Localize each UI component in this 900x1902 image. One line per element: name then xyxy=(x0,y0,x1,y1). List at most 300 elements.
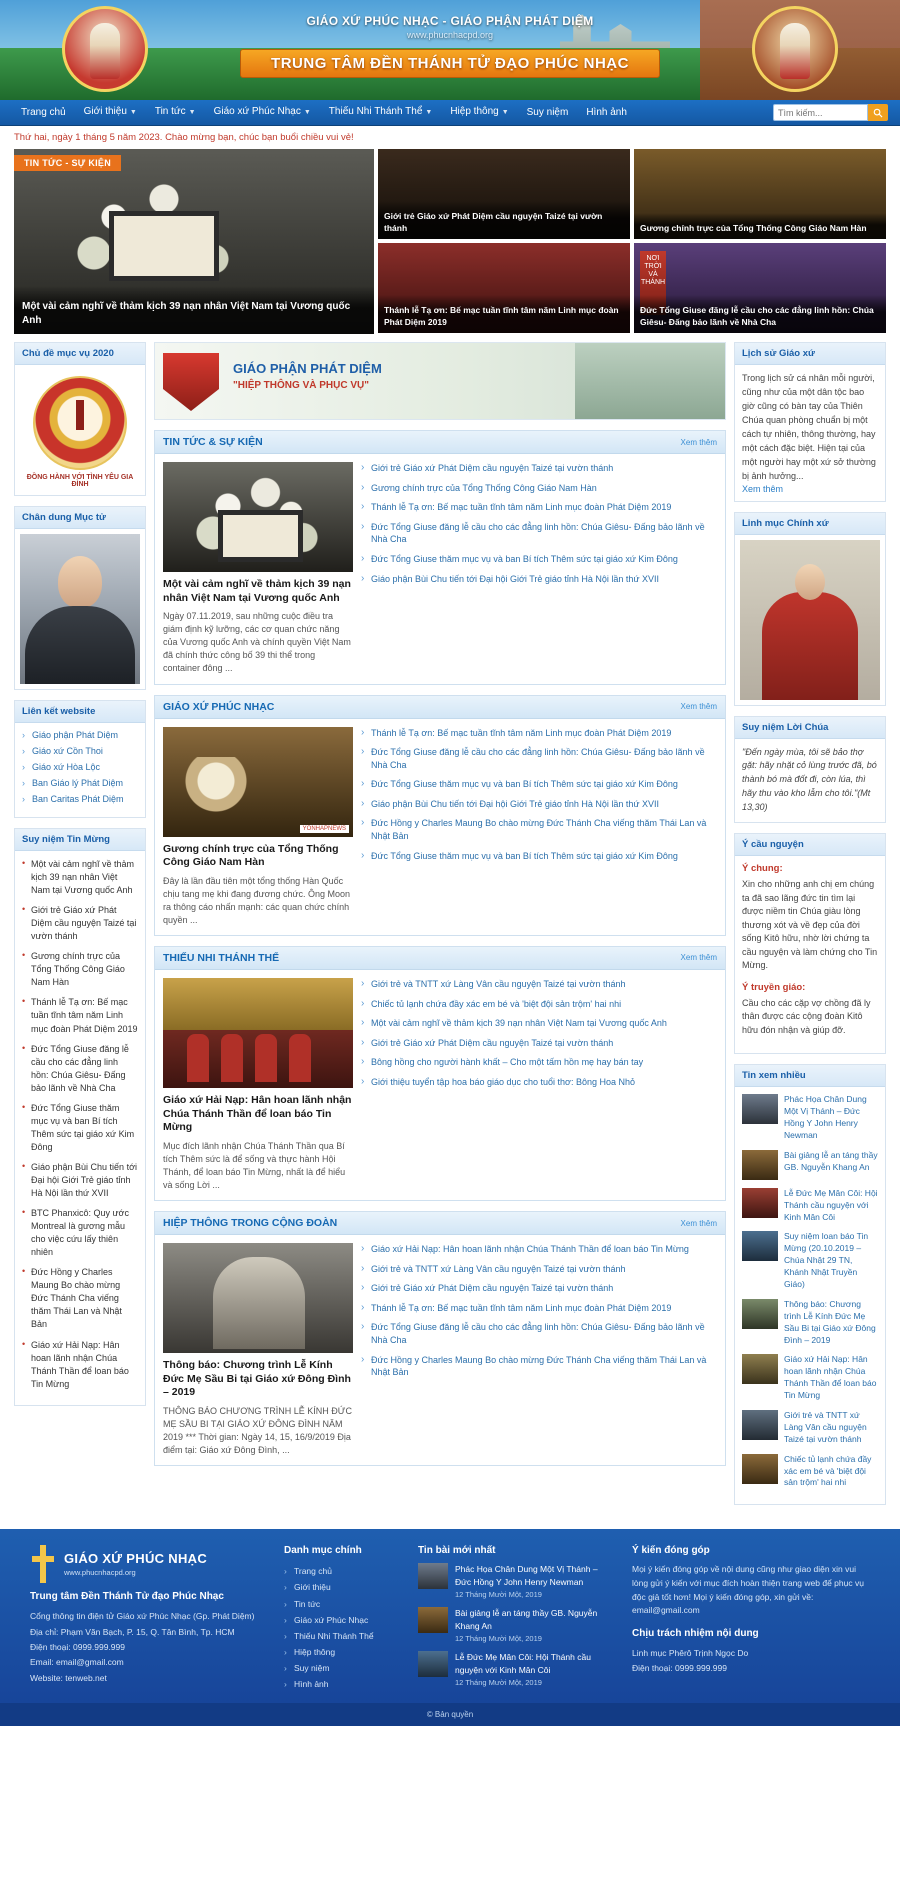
history-text: Trong lịch sử cá nhân mỗi người, cũng như của một dân tộc bao giờ cũng có bàn tay của Thiên Chúa quan phòng chuẩn bị một cách tự nhiên, thông thường, hay một cách đặc biệt. Hiện tại của một người hay một xứ sở thường bị ảnh hưởng... xyxy=(742,373,876,481)
thumbnail-image xyxy=(742,1150,778,1180)
link-label: Gương chính trực của Tổng Thống Công Giáo Nam Hàn xyxy=(371,482,597,493)
list-item[interactable] xyxy=(418,1607,608,1643)
list-item[interactable] xyxy=(418,1563,608,1599)
footer-menu-list xyxy=(284,1563,394,1692)
feature-description: Mục đích lãnh nhận Chúa Thánh Thần qua Bí tích Thêm sức là để sống và thực hành Hội Thánh, để loan báo Tin Mừng, nhất là để hiểu và sống Lời ... xyxy=(163,1140,346,1191)
list-item[interactable] xyxy=(361,850,717,863)
banner-website-url: www.phucnhacpd.org xyxy=(406,30,494,40)
altar-server-shape xyxy=(289,1034,311,1082)
list-item[interactable] xyxy=(742,1454,878,1490)
footer-menu-column xyxy=(284,1545,394,1695)
list-item[interactable] xyxy=(22,996,138,1035)
feature-article[interactable] xyxy=(163,978,353,1192)
menu-label: Hình ảnh xyxy=(294,1679,329,1690)
diocese-name: GIÁO PHẬN PHÁT DIỆM xyxy=(233,361,382,376)
hero-cell-2[interactable] xyxy=(634,149,886,239)
left-sidebar xyxy=(14,342,146,1416)
meditation-list xyxy=(22,858,138,1391)
list-item[interactable] xyxy=(22,1043,138,1095)
list-item[interactable] xyxy=(361,1056,717,1069)
item-label: Đức Hồng y Charles Maung Bo chào mừng Đức Thánh Cha viếng thăm Thái Lan và Nhật Bản xyxy=(31,1267,122,1330)
list-item[interactable] xyxy=(22,1161,138,1200)
list-item[interactable] xyxy=(361,521,717,546)
feature-title: Giáo xứ Hải Nạp: Hân hoan lãnh nhận Chúa Thánh Thần để loan báo Tin Mừng xyxy=(163,1093,352,1134)
list-item[interactable] xyxy=(361,778,717,791)
link-label: Đức Tổng Giuse đăng lễ cầu cho các đẳng linh hồn: Chúa Giêsu- Đấng bảo lãnh về Nhà Cha xyxy=(371,1322,705,1346)
panel-title: Suy niệm Lời Chúa xyxy=(735,717,885,739)
news-date: 12 Tháng Mười Một, 2019 xyxy=(455,1634,542,1644)
hero-cell-caption: Gương chính trực của Tổng Thống Công Giáo Nam Hàn xyxy=(634,213,886,239)
list-item[interactable] xyxy=(361,978,717,991)
scripture-quote: "Đến ngày mùa, tôi sẽ bảo thợ gặt: hãy nhặt cỏ lùng trước đã, bó thành bó mà đốt đi, còn lúa, thì hãy thu vào kho lẫm cho tôi."(Mt 13,30) xyxy=(742,746,877,813)
nav-label: Giới thiệu xyxy=(83,106,127,117)
diocese-coat-of-arms-icon xyxy=(163,353,219,411)
list-item[interactable] xyxy=(361,817,717,842)
thumbnail-image xyxy=(742,1094,778,1124)
list-item[interactable] xyxy=(742,1354,878,1402)
diocese-banner xyxy=(154,342,726,420)
footer-menu-item-tin-tuc[interactable] xyxy=(284,1596,394,1612)
cross-icon xyxy=(30,1545,56,1583)
section-link-list xyxy=(361,462,717,676)
search-icon[interactable] xyxy=(868,104,888,121)
nav-item-gioi-thieu[interactable] xyxy=(75,99,146,126)
panel-title: Chân dung Mục tử xyxy=(15,507,145,529)
section-body xyxy=(155,719,725,935)
panel-body xyxy=(735,856,885,1053)
feature-image xyxy=(163,462,353,572)
feature-image xyxy=(163,727,353,837)
footer-feedback-text: Mọi ý kiến đóng góp về nội dung cũng như giao diện xin vui lòng gửi ý kiến với mục đích hoàn thiện trang web để phục vụ độc giả tốt hơn! Mọi ý kiến đóng góp, xin gửi về: email@gmail.com xyxy=(632,1564,864,1616)
section-header xyxy=(155,947,725,970)
footer-feedback-title: Ý kiến đóng góp xyxy=(632,1545,710,1557)
panel-word-of-god xyxy=(734,716,886,824)
panel-parish-history xyxy=(734,342,886,502)
list-item[interactable] xyxy=(361,1321,717,1346)
panel-title: Linh mục Chính xứ xyxy=(735,513,885,535)
panel-theme-2020 xyxy=(14,342,146,496)
link-label: Đức Tổng Giuse thăm mục vụ và ban Bí tích Thêm sức tại giáo xứ Kim Đông xyxy=(371,850,678,861)
section-thieu-nhi-thanh-the xyxy=(154,946,726,1201)
section-title: THIẾU NHI THÁNH THỂ xyxy=(163,951,280,964)
link-label: Đức Hồng y Charles Maung Bo chào mừng Đức Thánh Cha viếng thăm Thái Lan và Nhật Bản xyxy=(371,818,707,842)
footer-responsible-name: Linh mục Phêrô Trịnh Ngọc Do xyxy=(632,1647,749,1658)
photo-watermark: YONHAPNEWS xyxy=(300,825,349,833)
footer-website: Website: tenweb.net xyxy=(30,1672,107,1683)
feature-title: Gương chính trực của Tổng Thống Công Giáo Nam Hàn xyxy=(163,842,339,869)
list-item[interactable] xyxy=(361,573,717,586)
item-label: Giới trẻ Giáo xứ Phát Diệm cầu nguyện Taizé tại vườn thánh xyxy=(31,905,137,942)
article-title: Giới trẻ và TNTT xứ Làng Vân cầu nguyện Taizé tại vườn thánh xyxy=(784,1410,867,1444)
list-item[interactable] xyxy=(361,1017,717,1030)
banner-title: TRUNG TÂM ĐỀN THÁNH TỬ ĐẠO PHÚC NHẠC xyxy=(271,55,629,72)
footer-about-column xyxy=(30,1545,260,1695)
family-love-logo-icon xyxy=(33,376,127,470)
nav-item-hiep-thong[interactable] xyxy=(441,99,517,126)
nav-item-thieu-nhi-thanh-the[interactable] xyxy=(320,99,442,126)
link-label: Chiếc tủ lạnh chứa đầy xác em bé và 'biệt đội sản trộm' hai nhi xyxy=(371,998,622,1009)
hero-main-article[interactable] xyxy=(14,149,374,334)
section-hiep-thong-trong-cong-doan xyxy=(154,1211,726,1466)
nav-label: Hình ảnh xyxy=(586,106,627,118)
feature-description: Đây là lần đầu tiên một tổng thống Hàn Quốc chịu tang mẹ khi đang đương chức. Ông Moon ra thông cáo nhấn mạnh: các quan chức chính quyền ... xyxy=(163,875,351,925)
panel-bishop-portrait xyxy=(14,506,146,690)
hero-side-grid xyxy=(378,149,886,334)
chevron-down-icon: ▼ xyxy=(501,109,509,116)
panel-prayer-intentions xyxy=(734,833,886,1054)
site-footer xyxy=(0,1529,900,1703)
news-date: 12 Tháng Mười Một, 2019 xyxy=(455,1678,542,1688)
panel-body xyxy=(15,529,145,689)
feature-title: Một vài cảm nghĩ về thảm kịch 39 nạn nhân Việt Nam tại Vương quốc Anh xyxy=(163,578,351,604)
list-item[interactable] xyxy=(361,462,717,475)
panel-title: Chủ đề mục vụ 2020 xyxy=(15,343,145,365)
main-content xyxy=(0,342,900,1529)
menu-label: Suy niệm xyxy=(294,1663,330,1674)
panel-title: Lịch sử Giáo xứ xyxy=(735,343,885,365)
list-item[interactable] xyxy=(742,1410,878,1446)
list-item[interactable] xyxy=(361,1076,717,1089)
section-body xyxy=(155,454,725,684)
nav-label: Tin tức xyxy=(154,106,186,117)
section-more-link[interactable]: Xem thêm xyxy=(680,702,717,712)
main-navigation[interactable] xyxy=(0,100,900,126)
footer-address: Địa chỉ: Phạm Văn Bạch, P. 15, Q. Tân Bình, Tp. HCM xyxy=(30,1626,235,1637)
thumbnail-image xyxy=(742,1410,778,1440)
section-header xyxy=(155,696,725,719)
item-label: Thánh lễ Tạ ơn: Bế mạc tuần tĩnh tâm năm Linh mục đoàn Phát Diệm 2019 xyxy=(31,997,138,1034)
hero-vertical-banner: NƠI TRỜI VÀ THÁNH xyxy=(640,251,666,315)
hero-main-caption: Một vài cảm nghĩ về thảm kịch 39 nạn nhân Việt Nam tại Vương quốc Anh xyxy=(14,286,374,334)
list-item[interactable] xyxy=(418,1651,608,1687)
list-item[interactable] xyxy=(361,798,717,811)
footer-menu-item-thieu-nhi[interactable] xyxy=(284,1628,394,1644)
list-item[interactable] xyxy=(742,1231,878,1290)
feature-article[interactable] xyxy=(163,1243,353,1457)
hero-cell-4[interactable] xyxy=(634,243,886,333)
feature-frame xyxy=(218,510,303,562)
list-item[interactable] xyxy=(361,482,717,495)
list-item[interactable] xyxy=(742,1188,878,1224)
list-item[interactable] xyxy=(742,1150,878,1180)
article-title: Giáo xứ Hải Nạp: Hân hoan lãnh nhận Chúa Thánh Thần để loan báo Tin Mừng xyxy=(784,1354,877,1401)
list-item[interactable] xyxy=(22,730,138,740)
link-label: Giáo phận Bùi Chu tiến tới Đại hội Giới Trẻ giáo tỉnh Hà Nội lần thứ XVII xyxy=(371,573,659,584)
feature-image xyxy=(163,978,353,1088)
general-intention-heading: Ý chung: xyxy=(742,863,783,875)
thumbnail-image xyxy=(742,1299,778,1329)
panel-body xyxy=(15,851,145,1405)
list-item[interactable] xyxy=(22,1102,138,1154)
section-more-link[interactable]: Xem thêm xyxy=(680,437,717,447)
list-item[interactable] xyxy=(361,746,717,771)
link-label: Thánh lễ Tạ ơn: Bế mạc tuần tĩnh tâm năm Linh mục đoàn Phát Diệm 2019 xyxy=(371,727,672,738)
hero-row-bottom xyxy=(378,243,886,333)
nav-item-tin-tuc[interactable] xyxy=(146,99,205,126)
panel-body xyxy=(735,1087,885,1504)
footer-menu-item-hinh-anh[interactable] xyxy=(284,1676,394,1692)
banner-title-bar xyxy=(240,49,660,78)
nav-label: Hiệp thông xyxy=(450,106,499,117)
list-item[interactable] xyxy=(361,727,717,740)
saint-figure-icon xyxy=(90,23,120,79)
panel-title: Ý cầu nguyện xyxy=(735,834,885,856)
section-more-link[interactable]: Xem thêm xyxy=(680,1218,717,1228)
section-giao-xu-phuc-nhac xyxy=(154,695,726,936)
link-label: Ban Giáo lý Phát Diệm xyxy=(32,778,124,788)
footer-menu-item-home[interactable] xyxy=(284,1563,394,1579)
link-label: Đức Tổng Giuse thăm mục vụ và ban Bí tích Thêm sức tại giáo xứ Kim Đông xyxy=(371,553,678,564)
hero-cell-1[interactable] xyxy=(378,149,630,239)
article-title: Lễ Đức Mẹ Mân Côi: Hội Thánh cầu nguyện với Kinh Mân Côi xyxy=(784,1187,878,1222)
list-item[interactable] xyxy=(22,904,138,943)
item-label: Đức Tổng Giuse thăm mục vụ và ban Bí tích Thêm sức tại giáo xứ Kim Đông xyxy=(31,1102,135,1152)
feature-title: Thông báo: Chương trình Lễ Kính Đức Mẹ Sầu Bi tại Giáo xứ Đông Đình – 2019 xyxy=(163,1359,351,1399)
banner-parish-name: GIÁO XỨ PHÚC NHẠC - GIÁO PHẬN PHÁT DIỆM xyxy=(306,14,594,28)
link-label: Thánh lễ Tạ ơn: Bế mạc tuần tĩnh tâm năm Linh mục đoàn Phát Diệm 2019 xyxy=(371,502,672,513)
panel-body xyxy=(735,365,885,501)
thumbnail-image xyxy=(418,1563,448,1589)
section-link-list xyxy=(361,727,717,927)
footer-phone: Điện thoại: 0999.999.999 xyxy=(30,1641,125,1652)
altar-server-shape xyxy=(221,1034,243,1082)
menu-label: Thiếu Nhi Thánh Thể xyxy=(294,1630,374,1641)
link-label: Giáo xứ Cồn Thoi xyxy=(32,746,103,756)
section-title: TIN TỨC & SỰ KIỆN xyxy=(163,436,263,448)
section-body xyxy=(155,970,725,1200)
nav-label: Giáo xứ Phúc Nhạc xyxy=(213,106,301,117)
priest-robe-shape xyxy=(762,592,858,700)
list-item[interactable] xyxy=(361,1243,717,1256)
menu-label: Giới thiệu xyxy=(294,1582,331,1593)
right-sidebar xyxy=(734,342,886,1515)
panel-title: Liên kết website xyxy=(15,701,145,723)
footer-logo-title: GIÁO XỨ PHÚC NHẠC xyxy=(64,1550,208,1566)
item-label: Đức Tổng Giuse đăng lễ cầu cho các đẳng linh hồn: Chúa Giêsu- Đấng bảo lãnh về Nhà Cha xyxy=(31,1043,129,1093)
link-label: Giới trẻ và TNTT xứ Làng Vân cầu nguyện Taizé tại vườn thánh xyxy=(371,978,626,989)
copyright-bar: © Bản quyền xyxy=(0,1703,900,1726)
thumbnail-image xyxy=(418,1651,448,1677)
medallion-right-icon xyxy=(752,6,838,92)
panel-title: Suy niệm Tin Mừng xyxy=(15,829,145,851)
section-link-list xyxy=(361,1243,717,1457)
link-label: Đức Tổng Giuse đăng lễ cầu cho các đẳng linh hồn: Chúa Giêsu- Đấng bảo lãnh về Nhà Cha xyxy=(371,747,705,770)
hero-cell-3[interactable] xyxy=(378,243,630,333)
hero-cell-caption: Đức Tổng Giuse đăng lễ cầu cho các đẳng linh hồn: Chúa Giêsu- Đấng bảo lãnh về Nhà Cha xyxy=(634,295,886,333)
feature-article[interactable] xyxy=(163,727,353,927)
footer-news-column xyxy=(418,1545,608,1695)
most-read-list xyxy=(742,1094,878,1489)
link-label: Giáo phận Phát Diệm xyxy=(32,730,119,740)
hero-cell-caption: Thánh lễ Tạ ơn: Bế mạc tuần tĩnh tâm năm Linh mục đoàn Phát Diệm 2019 xyxy=(378,295,630,333)
panel-gospel-meditation xyxy=(14,828,146,1406)
feature-image xyxy=(163,1243,353,1353)
section-link-list xyxy=(361,978,717,1192)
history-readmore-link[interactable]: Xem thêm xyxy=(742,483,784,494)
news-title: Lễ Đức Mẹ Mân Côi: Hội Thánh cầu nguyện với Kinh Mân Côi xyxy=(455,1652,591,1675)
article-title: Thông báo: Chương trình Lễ Kính Đức Mẹ Sầu Bi tại Giáo xứ Đông Đình – 2019 xyxy=(784,1298,876,1345)
news-title: Phác Họa Chân Dung Một Vị Thánh – Đức Hồng Y John Henry Newman xyxy=(455,1564,598,1587)
footer-logo xyxy=(30,1545,260,1583)
link-label: Giới trẻ Giáo xứ Phát Diệm cầu nguyện Taizé tại vườn thánh xyxy=(371,463,614,473)
feature-description: Ngày 07.11.2019, sau những cuộc điều tra giám định kỹ lưỡng, các cơ quan chức năng của Vương quốc Anh và chính quyền Việt Nam đã chính thức công bố 39 thi thể trong container đông ... xyxy=(163,611,351,674)
article-title: Chiếc tủ lạnh chứa đầy xác em bé và 'biệt đội sản trộm' hai nhi xyxy=(784,1453,872,1488)
link-label: Ban Caritas Phát Diệm xyxy=(32,794,124,804)
list-item[interactable] xyxy=(22,794,138,804)
date-welcome-bar: Thứ hai, ngày 1 tháng 5 năm 2023. Chào mừng bạn, chúc bạn buổi chiều vui vẻ! xyxy=(0,126,900,149)
section-header xyxy=(155,1212,725,1235)
link-label: Một vài cảm nghĩ về thảm kịch 39 nạn nhân Việt Nam tại Vương quốc Anh xyxy=(371,1018,667,1029)
thumbnail-image xyxy=(418,1607,448,1633)
news-title: Bài giảng lễ an táng thầy GB. Nguyễn Khang An xyxy=(455,1608,598,1631)
section-title: GIÁO XỨ PHÚC NHẠC xyxy=(163,700,275,713)
thumbnail-image xyxy=(742,1354,778,1384)
chevron-down-icon: ▼ xyxy=(129,109,137,116)
footer-menu-item-gioi-thieu[interactable] xyxy=(284,1579,394,1595)
link-label: Giới thiệu tuyển tập hoa báo giáo dục cho tuổi thơ: Bông Hoa Nhỏ xyxy=(371,1076,635,1087)
footer-logo-url: www.phucnhacpd.org xyxy=(64,1567,136,1577)
list-item[interactable] xyxy=(361,501,717,514)
list-item[interactable] xyxy=(361,998,717,1011)
hero-row-top xyxy=(378,149,886,239)
list-item[interactable] xyxy=(22,1266,138,1331)
site-banner xyxy=(0,0,900,100)
list-item[interactable] xyxy=(22,950,138,989)
martyrs-figure-icon xyxy=(780,23,810,79)
footer-news-list xyxy=(418,1563,608,1687)
link-label: Giáo phận Bùi Chu tiến tới Đại hội Giới Trẻ giáo tỉnh Hà Nội lần thứ XVII xyxy=(371,798,659,809)
item-label: Giáo xứ Hải Nạp: Hân hoan lãnh nhận Chúa Thánh Thần để loan báo Tin Mừng xyxy=(31,1339,129,1389)
list-item[interactable] xyxy=(22,1339,138,1391)
list-item[interactable] xyxy=(361,1263,717,1276)
nav-item-hinh-anh[interactable] xyxy=(577,100,636,126)
news-date: 12 Tháng Mười Một, 2019 xyxy=(455,1590,542,1600)
footer-email: Email: email@gmail.com xyxy=(30,1657,124,1668)
list-item[interactable] xyxy=(742,1299,878,1347)
priest-head-shape xyxy=(795,564,825,600)
link-label: Đức Tổng Giuse thăm mục vụ và ban Bí tích Thêm sức tại giáo xứ Kim Đông xyxy=(371,779,678,790)
section-more-link[interactable]: Xem thêm xyxy=(680,953,717,963)
footer-responsible-phone: Điện thoại: 0999.999.999 xyxy=(632,1663,727,1674)
item-label: Một vài cảm nghĩ về thảm kịch 39 nạn nhân Việt Nam tại Vương quốc Anh xyxy=(31,859,135,896)
general-intention-text: Xin cho những anh chị em chúng ta đã sao lãng đức tin tìm lại được niềm tin Chúa giàu lòng thương xót và về đẹp của đời sống Kitô hữu, nhờ lời chứng ta cầu nguyện và làm chứng cho Tin Mừng. xyxy=(742,879,878,971)
thumbnail-image xyxy=(742,1454,778,1484)
footer-feedback-column xyxy=(632,1545,870,1695)
diocese-cathedral-photo xyxy=(575,343,725,420)
list-item[interactable] xyxy=(361,553,717,566)
portrait-body-shape xyxy=(25,606,135,684)
link-label: Giới trẻ Giáo xứ Phát Diệm cầu nguyện Taizé tại vườn thánh xyxy=(371,1283,614,1294)
menu-label: Trang chủ xyxy=(294,1566,332,1577)
chevron-down-icon: ▼ xyxy=(303,109,311,116)
footer-responsible-title: Chịu trách nhiệm nội dung xyxy=(632,1627,759,1639)
section-header xyxy=(155,431,725,454)
pieta-statue-shape xyxy=(213,1257,305,1349)
article-title: Phác Họa Chân Dung Một Vị Thánh – Đức Hồng Y John Henry Newman xyxy=(784,1094,867,1140)
footer-description: Cổng thông tin điện tử Giáo xứ Phúc Nhạc (Gp. Phát Diệm) xyxy=(30,1611,255,1622)
menu-label: Tin tức xyxy=(294,1598,321,1609)
list-item[interactable] xyxy=(22,778,138,788)
panel-body xyxy=(15,723,145,817)
medallion-left-icon xyxy=(62,6,148,92)
mission-intention-heading: Ý truyền giáo: xyxy=(742,981,806,993)
item-label: Giáo phận Bùi Chu tiến tới Đại hội Giới Trẻ giáo tỉnh Hà Nội lần thứ XVII xyxy=(31,1161,137,1199)
list-item[interactable] xyxy=(361,1282,717,1295)
footer-menu-item-giao-xu[interactable] xyxy=(284,1612,394,1628)
link-label: Bông hồng cho người hành khất – Cho một tấm hồn mẹ hay bán tay xyxy=(371,1057,644,1068)
list-item[interactable] xyxy=(742,1094,878,1142)
list-item[interactable] xyxy=(22,1207,138,1259)
panel-body xyxy=(15,365,145,495)
article-title: Suy niệm loan báo Tin Mừng (20.10.2019 – Chúa Nhật 29 TN, Khánh Nhật Truyền Giáo) xyxy=(784,1231,869,1289)
section-tin-tuc-su-kien xyxy=(154,430,726,685)
nav-item-giao-xu-phuc-nhac[interactable] xyxy=(205,99,320,126)
footer-menu-item-suy-niem[interactable] xyxy=(284,1660,394,1676)
list-item[interactable] xyxy=(22,746,138,756)
list-item[interactable] xyxy=(361,1037,717,1050)
panel-title: Tin xem nhiều xyxy=(735,1065,885,1087)
feature-article[interactable] xyxy=(163,462,353,676)
link-label: Giáo xứ Hòa Lộc xyxy=(32,762,101,772)
chevron-down-icon: ▼ xyxy=(425,109,433,116)
footer-menu-item-hiep-thong[interactable] xyxy=(284,1644,394,1660)
link-label: Giới trẻ và TNTT xứ Làng Vân cầu nguyện Taizé tại vườn thánh xyxy=(371,1263,626,1274)
menu-label: Hiệp thông xyxy=(294,1647,336,1658)
list-item[interactable] xyxy=(361,1354,717,1379)
list-item[interactable] xyxy=(22,762,138,772)
sanctuary-background xyxy=(163,978,353,1030)
panel-most-read xyxy=(734,1064,886,1505)
list-item[interactable] xyxy=(22,858,138,897)
altar-server-shape xyxy=(255,1034,277,1082)
panel-body xyxy=(735,535,885,705)
nav-item-suy-niem[interactable] xyxy=(518,100,578,126)
item-label: BTC Phanxicô: Quy ước Montreal là gương mẫu cho việc cứu lấy thiên nhiên xyxy=(31,1208,129,1258)
thumbnail-image xyxy=(742,1188,778,1218)
website-link-list xyxy=(22,730,138,804)
nav-label: Suy niệm xyxy=(526,106,569,118)
mission-intention-text: Cầu cho các cặp vợ chồng đã ly thân được các cộng đoàn Kitô hữu đón nhận và giúp đỡ. xyxy=(742,997,871,1035)
link-label: Giới trẻ Giáo xứ Phát Diệm cầu nguyện Taizé tại vườn thánh xyxy=(371,1037,614,1048)
link-label: Giáo xứ Hải Nạp: Hân hoan lãnh nhận Chúa Thánh Thần để loan báo Tin Mừng xyxy=(371,1244,689,1255)
panel-parish-priest xyxy=(734,512,886,706)
thumbnail-image xyxy=(742,1231,778,1261)
hero-tag: TIN TỨC - SỰ KIỆN xyxy=(14,155,121,171)
section-title: HIỆP THÔNG TRONG CỘNG ĐOÀN xyxy=(163,1217,338,1230)
menu-label: Giáo xứ Phúc Nhạc xyxy=(294,1614,369,1625)
hero-memorial-frame xyxy=(109,211,219,281)
nav-item-home[interactable] xyxy=(12,100,75,126)
hero-news-grid xyxy=(0,149,900,342)
section-body xyxy=(155,1235,725,1465)
altar-server-shape xyxy=(187,1034,209,1082)
diocese-motto: "HIỆP THÔNG VÀ PHỤC VỤ" xyxy=(233,380,369,391)
link-label: Đức Hồng y Charles Maung Bo chào mừng Đức Thánh Cha viếng thăm Thái Lan và Nhật Bản xyxy=(371,1354,707,1378)
search-input[interactable] xyxy=(773,104,868,121)
altar-flowers-shape xyxy=(181,757,251,817)
hero-cell-caption: Giới trẻ Giáo xứ Phát Diệm cầu nguyện Taizé tại vườn thánh xyxy=(378,201,630,239)
panel-website-links xyxy=(14,700,146,818)
search-box[interactable] xyxy=(773,104,888,121)
banner-center xyxy=(170,14,730,78)
link-label: Thánh lễ Tạ ơn: Bế mạc tuần tĩnh tâm năm Linh mục đoàn Phát Diệm 2019 xyxy=(371,1302,672,1313)
article-title: Bài giảng lễ an táng thầy GB. Nguyễn Khang An xyxy=(784,1149,878,1172)
panel-body xyxy=(735,739,885,823)
logo-caption: ĐỒNG HÀNH VỚI TÌNH YÊU GIA ĐÌNH xyxy=(26,474,134,488)
list-item[interactable] xyxy=(361,1302,717,1315)
footer-org-title: Trung tâm Đền Thánh Tử đạo Phúc Nhạc xyxy=(30,1591,224,1603)
footer-menu-title: Danh mục chính xyxy=(284,1545,362,1557)
